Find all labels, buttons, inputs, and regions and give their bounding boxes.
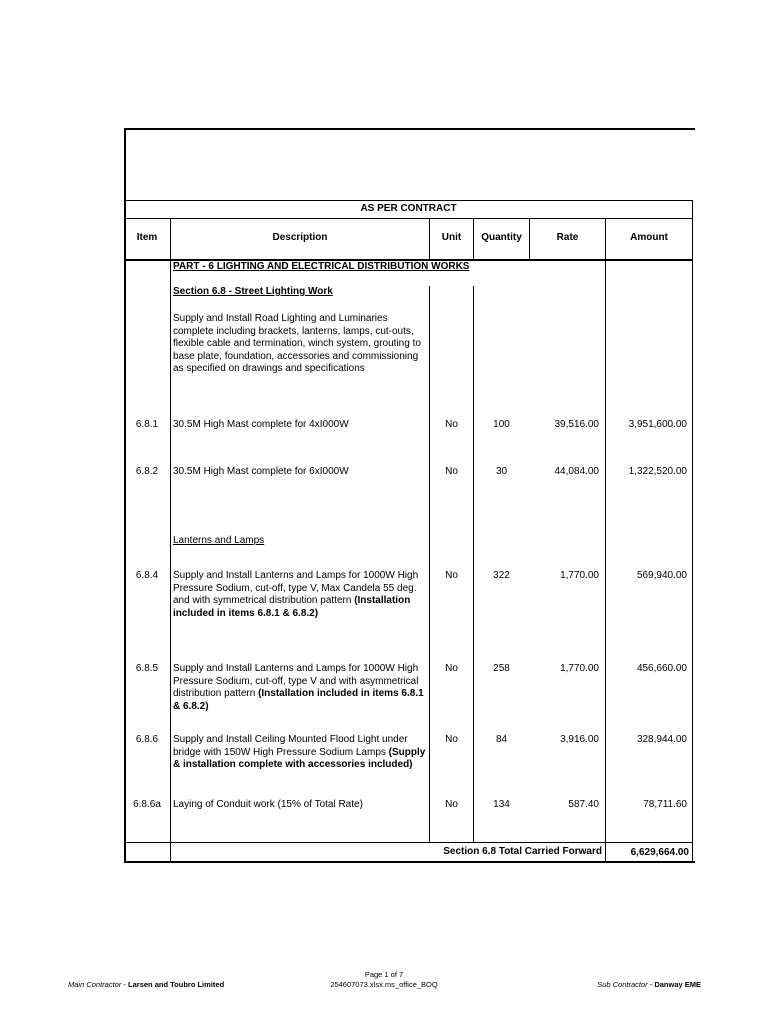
footer-page-number: Page 1 of 7 <box>364 970 404 979</box>
col-header-unit: Unit <box>441 232 462 243</box>
rule-right-edge <box>692 200 693 863</box>
row-unit: No <box>445 734 458 745</box>
row-unit: No <box>445 466 458 477</box>
col-header-item: Item <box>136 232 158 243</box>
row-description: 30.5M High Mast complete for 4xI000W <box>173 419 349 430</box>
total-label: Section 6.8 Total Carried Forward <box>443 846 602 857</box>
row-quantity: 100 <box>493 419 510 430</box>
rule-band-bottom <box>124 218 693 219</box>
row-unit: No <box>445 799 458 810</box>
col-divider-unit <box>429 286 430 842</box>
row-unit: No <box>445 570 458 581</box>
sub-contractor-label: Sub Contractor <box>597 980 648 989</box>
row-rate: 587.40 <box>568 799 599 810</box>
sub-contractor-name: Danway EME <box>654 980 701 989</box>
row-amount: 569,940.00 <box>636 570 687 581</box>
row-item: 6.8.4 <box>135 570 159 581</box>
row-quantity: 322 <box>493 570 510 581</box>
col-divider-item <box>170 218 171 863</box>
row-unit: No <box>445 663 458 674</box>
row-rate: 3,916.00 <box>560 734 599 745</box>
sub-heading-lanterns: Lanterns and Lamps <box>173 535 265 546</box>
row-quantity: 30 <box>495 466 508 477</box>
footer-main-contractor: Main Contractor - Larsen and Toubro Limited <box>68 980 225 989</box>
row-rate: 1,770.00 <box>560 570 599 581</box>
col-header-amount: Amount <box>630 232 668 243</box>
intro-text: Supply and Install Road Lighting and Luminaries complete including brackets, lanterns, lamps, cut-outs, flexible cable and termination, winch system, grouting to base plate, foundation, accessories and commissioning as specified on drawings and specifications <box>173 313 421 374</box>
main-contractor-label: Main Contractor <box>68 980 122 989</box>
row-quantity: 134 <box>493 799 510 810</box>
footer-sub-contractor: Sub Contractor - Danway EME <box>597 980 701 989</box>
row-item: 6.8.2 <box>135 466 159 477</box>
col-header-rate: Rate <box>556 232 579 243</box>
row-item: 6.8.1 <box>135 419 159 430</box>
row-quantity: 258 <box>493 663 510 674</box>
col-header-description: Description <box>272 232 328 243</box>
row-amount: 1,322,520.00 <box>628 466 687 477</box>
main-contractor-name: Larsen and Toubro Limited <box>128 980 225 989</box>
col-divider-qty <box>473 286 474 842</box>
row-amount: 3,951,600.00 <box>628 419 687 430</box>
row-rate: 44,084.00 <box>554 466 599 477</box>
row-description: 30.5M High Mast complete for 6xI000W <box>173 466 349 477</box>
rule-total-top <box>124 842 693 843</box>
col-header-quantity: Quantity <box>481 232 522 243</box>
col-divider-amount <box>605 218 606 863</box>
row-item: 6.8.6a <box>133 799 161 810</box>
row-amount: 328,944.00 <box>636 734 687 745</box>
row-amount: 78,711.60 <box>643 799 687 810</box>
row-quantity: 84 <box>495 734 508 745</box>
row-unit: No <box>445 419 458 430</box>
row-description: Supply and Install Lanterns and Lamps for 1000W High Pressure Sodium, cut-off, type V, Max Candela 55 deg. and with symmetrical distribution pattern (Installation included in items 6.8.1 & 6.8.2) <box>173 570 419 619</box>
part-title: PART - 6 LIGHTING AND ELECTRICAL DISTRIBUTION WORKS <box>173 261 470 272</box>
row-amount: 456,660.00 <box>636 663 687 674</box>
row-description: Supply and Install Lanterns and Lamps for 1000W High Pressure Sodium, cut-off, type V and with asymmetrical distribution pattern (Installation included in items 6.8.1 & 6.8.2) <box>173 663 424 712</box>
total-amount: 6,629,664.00 <box>630 847 689 858</box>
footer-file-name: 254607073.xlsx.ms_office_BOQ <box>330 980 438 989</box>
row-description: Supply and Install Ceiling Mounted Flood Light under bridge with 150W High Pressure Sodium Lamps (Supply & installation complete with accessories included) <box>173 734 426 770</box>
rule-band-top <box>124 200 693 201</box>
row-item: 6.8.6 <box>135 734 159 745</box>
header-band-label: AS PER CONTRACT <box>360 203 457 214</box>
row-description: Laying of Conduit work (15% of Total Rate) <box>173 799 363 810</box>
row-item: 6.8.5 <box>135 663 159 674</box>
section-title: Section 6.8 - Street Lighting Work <box>173 286 333 297</box>
row-rate: 39,516.00 <box>554 419 599 430</box>
row-rate: 1,770.00 <box>560 663 599 674</box>
